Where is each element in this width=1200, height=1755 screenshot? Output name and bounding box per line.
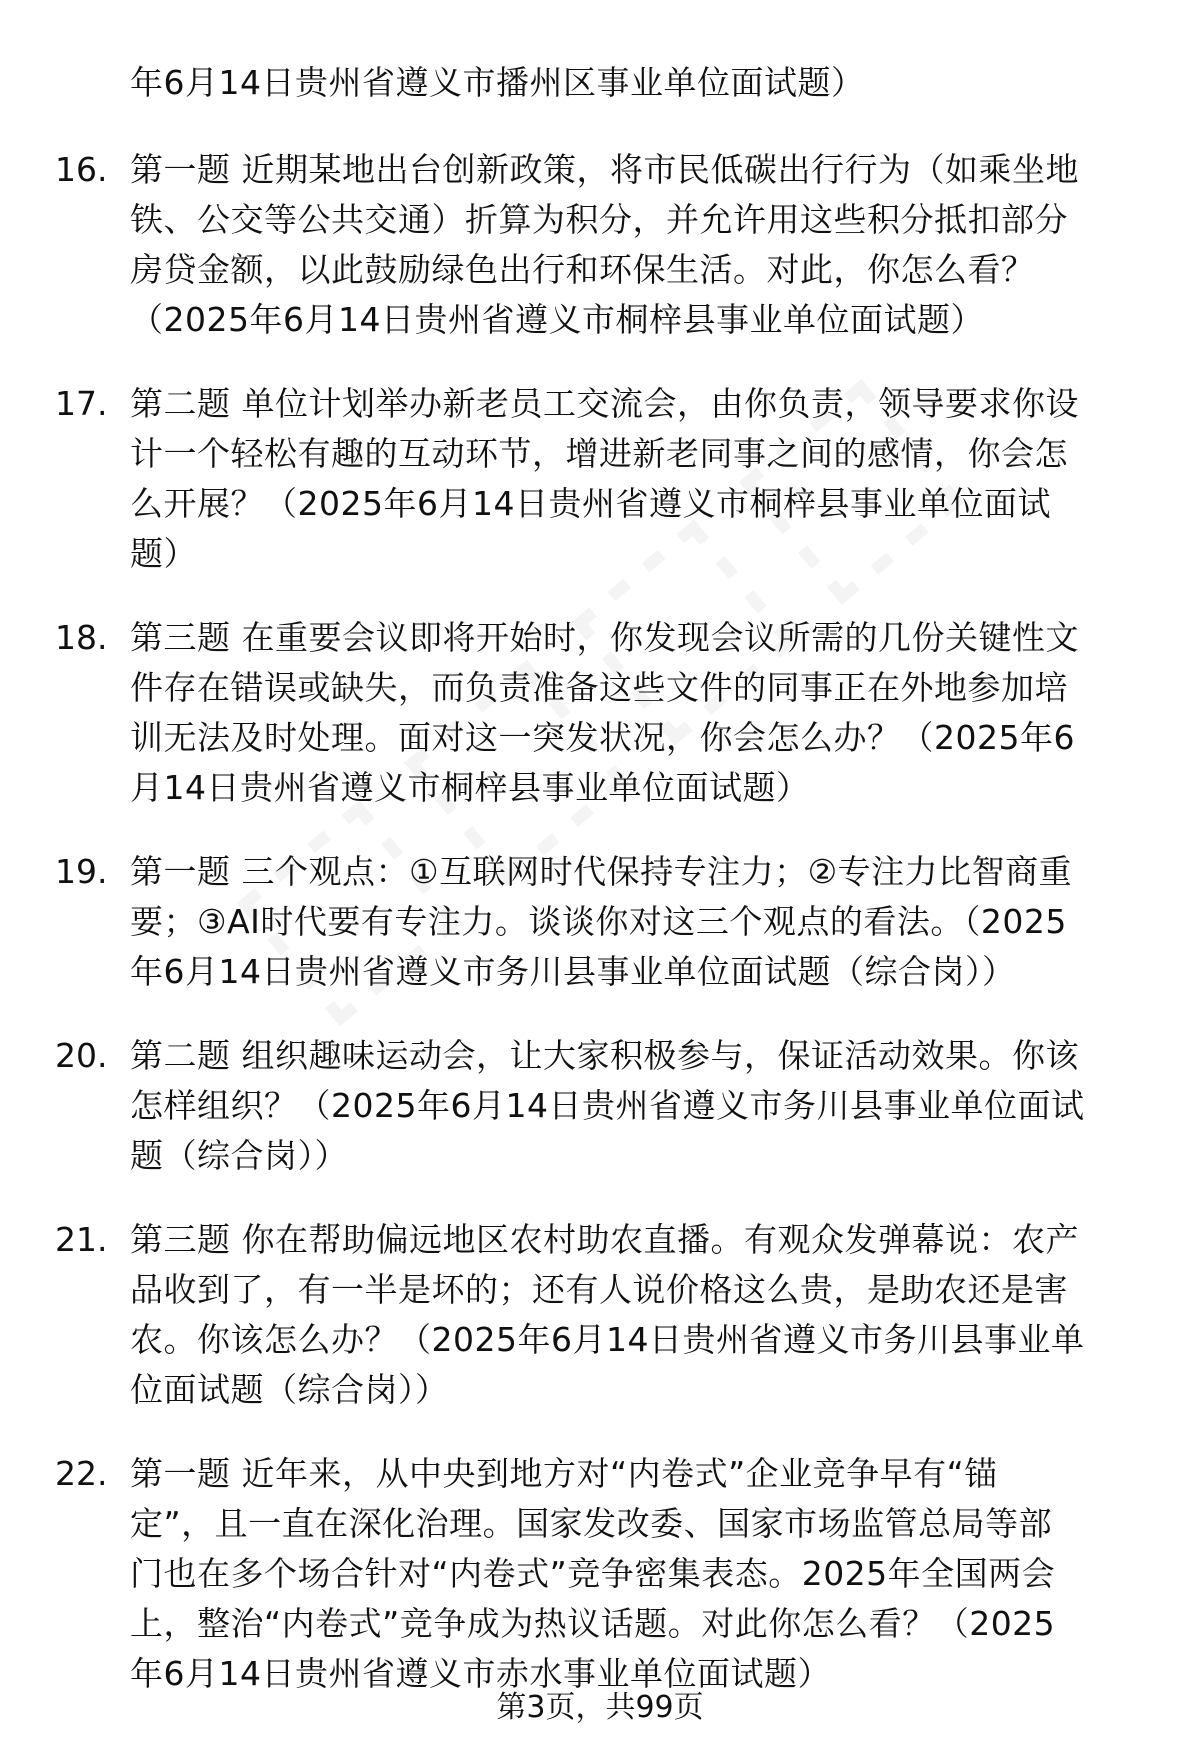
question-line: 题）	[130, 534, 197, 573]
question-line: 第一题 近年来，从中央到地方对“内卷式”企业竞争早有“锚	[130, 1454, 998, 1493]
question-item	[0, 1449, 1200, 1699]
question-item	[0, 379, 1200, 579]
question-line: 农。你该怎么办？（2025年6月14日贵州省遵义市务川县事业单	[130, 1320, 1085, 1359]
question-list	[0, 145, 1200, 1733]
question-line: 怎样组织？（2025年6月14日贵州省遵义市务川县事业单位面试	[130, 1086, 1085, 1125]
question-number: 20.	[55, 1036, 108, 1075]
question-line: 第三题 你在帮助偏远地区农村助农直播。有观众发弹幕说：农产	[130, 1220, 1079, 1259]
question-line: 年6月14日贵州省遵义市务川县事业单位面试题（综合岗））	[130, 952, 1016, 991]
question-line: 位面试题（综合岗））	[130, 1370, 449, 1409]
question-item	[0, 1215, 1200, 1415]
question-item	[0, 613, 1200, 813]
question-line: 计一个轻松有趣的互动环节，增进新老同事之间的感情，你会怎	[130, 434, 1068, 473]
question-line: 第一题 三个观点：①互联网时代保持专注力；②专注力比智商重	[130, 852, 1073, 891]
question-line: 训无法及时处理。面对这一突发状况，你会怎么办？（2025年6	[130, 718, 1075, 757]
question-line: 么开展？（2025年6月14日贵州省遵义市桐梓县事业单位面试	[130, 484, 1051, 523]
question-line: 定”，且一直在深化治理。国家发改委、国家市场监管总局等部	[130, 1504, 1053, 1543]
question-item	[0, 847, 1200, 997]
question-line: 第二题 组织趣味运动会，让大家积极参与，保证活动效果。你该	[130, 1036, 1079, 1075]
question-text	[130, 847, 1150, 997]
question-item	[0, 145, 1200, 345]
question-text	[130, 379, 1150, 579]
question-number: 19.	[55, 852, 108, 891]
question-text	[130, 1215, 1150, 1415]
question-text	[130, 1031, 1150, 1181]
question-number: 22.	[55, 1454, 108, 1493]
question-number: 16.	[55, 150, 108, 189]
question-line: 门也在多个场合针对“内卷式”竞争密集表态。2025年全国两会	[130, 1554, 1056, 1593]
question-item	[0, 1031, 1200, 1181]
question-line: 月14日贵州省遵义市桐梓县事业单位面试题）	[130, 768, 810, 807]
question-number: 21.	[55, 1220, 108, 1259]
question-line: （2025年6月14日贵州省遵义市桐梓县事业单位面试题）	[130, 300, 984, 339]
question-line: 房贷金额，以此鼓励绿色出行和环保生活。对此，你怎么看？	[130, 250, 1035, 289]
question-line: 要；③AI时代要有专注力。谈谈你对这三个观点的看法。（2025	[130, 902, 1067, 941]
question-line: 品收到了，有一半是坏的；还有人说价格这么贵，是助农还是害	[130, 1270, 1068, 1309]
question-line: 上，整治“内卷式”竞争成为热议话题。对此你怎么看？（2025	[130, 1604, 1056, 1643]
question-line: 第三题 在重要会议即将开始时，你发现会议所需的几份关键性文	[130, 618, 1079, 657]
continuation-line: 年6月14日贵州省遵义市播州区事业单位面试题）	[130, 63, 865, 102]
question-line: 件存在错误或缺失，而负责准备这些文件的同事正在外地参加培	[130, 668, 1068, 707]
question-number: 18.	[55, 618, 108, 657]
question-number: 17.	[55, 384, 108, 423]
question-line: 第一题 近期某地出台创新政策，将市民低碳出行行为（如乘坐地	[130, 150, 1079, 189]
question-line: 铁、公交等公共交通）折算为积分，并允许用这些积分抵扣部分	[130, 200, 1068, 239]
question-text	[130, 145, 1150, 345]
question-line: 年6月14日贵州省遵义市赤水事业单位面试题）	[130, 1654, 831, 1693]
question-text	[130, 1449, 1150, 1699]
question-text	[130, 613, 1150, 813]
page-footer: 第3页，共99页	[496, 1690, 704, 1725]
question-line: 题（综合岗））	[130, 1136, 348, 1175]
question-line: 第二题 单位计划举办新老员工交流会，由你负责，领导要求你设	[130, 384, 1079, 423]
